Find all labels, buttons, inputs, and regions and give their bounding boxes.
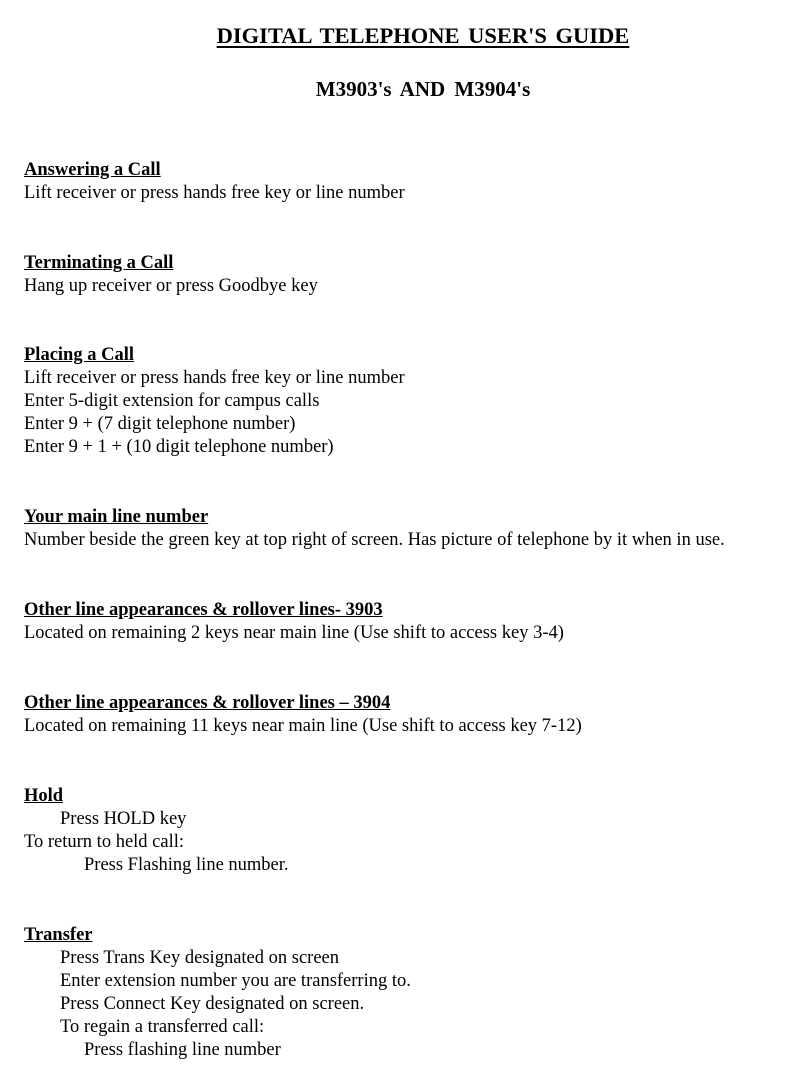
instruction-line: Press Trans Key designated on screen (60, 948, 339, 968)
page-subtitle: M3903's AND M3904's (315, 77, 531, 101)
section-placing-a-call (24, 344, 804, 459)
instruction-line: To regain a transferred call: (60, 1017, 265, 1037)
instruction-line: Press Flashing line number. (84, 855, 289, 875)
page-title: DIGITAL TELEPHONE USER'S GUIDE (216, 23, 630, 48)
section-answering-a-call (24, 159, 804, 205)
section-heading: Answering a Call (24, 160, 161, 180)
instruction-line: Hang up receiver or press Goodbye key (24, 276, 318, 296)
section-heading: Terminating a Call (24, 253, 174, 273)
instruction-line: Press flashing line number (84, 1040, 281, 1060)
section-heading: Placing a Call (24, 345, 134, 365)
instruction-line: Number beside the green key at top right of screen. Has picture of telephone by it when in use. (24, 530, 725, 550)
instruction-line: Lift receiver or press hands free key or line number (24, 183, 405, 203)
section-heading: Other line appearances & rollover lines- 3903 (24, 600, 383, 620)
instruction-line: To return to held call: (24, 832, 185, 852)
section-terminating-a-call (24, 252, 804, 298)
instruction-line: Enter 9 + (7 digit telephone number) (24, 414, 296, 434)
instruction-line: Enter 5-digit extension for campus calls (24, 391, 320, 411)
section-heading: Hold (24, 786, 64, 806)
section-hold (24, 785, 804, 877)
instruction-line: Lift receiver or press hands free key or line number (24, 368, 405, 388)
instruction-line: Press HOLD key (60, 809, 187, 829)
section-heading: Transfer (24, 925, 93, 945)
instruction-line: Located on remaining 11 keys near main line (Use shift to access key 7-12) (24, 716, 582, 736)
instruction-line: Press Connect Key designated on screen. (60, 994, 365, 1014)
section-main-line-number (24, 506, 804, 552)
section-line-appearances-3903 (24, 599, 804, 645)
instruction-line: Enter extension number you are transferring to. (60, 971, 411, 991)
section-transfer (24, 924, 804, 1062)
section-heading: Your main line number (24, 507, 209, 527)
section-heading: Other line appearances & rollover lines – 3904 (24, 693, 391, 713)
section-line-appearances-3904 (24, 692, 804, 738)
instruction-line: Enter 9 + 1 + (10 digit telephone number) (24, 437, 334, 457)
instruction-line: Located on remaining 2 keys near main line (Use shift to access key 3-4) (24, 623, 564, 643)
